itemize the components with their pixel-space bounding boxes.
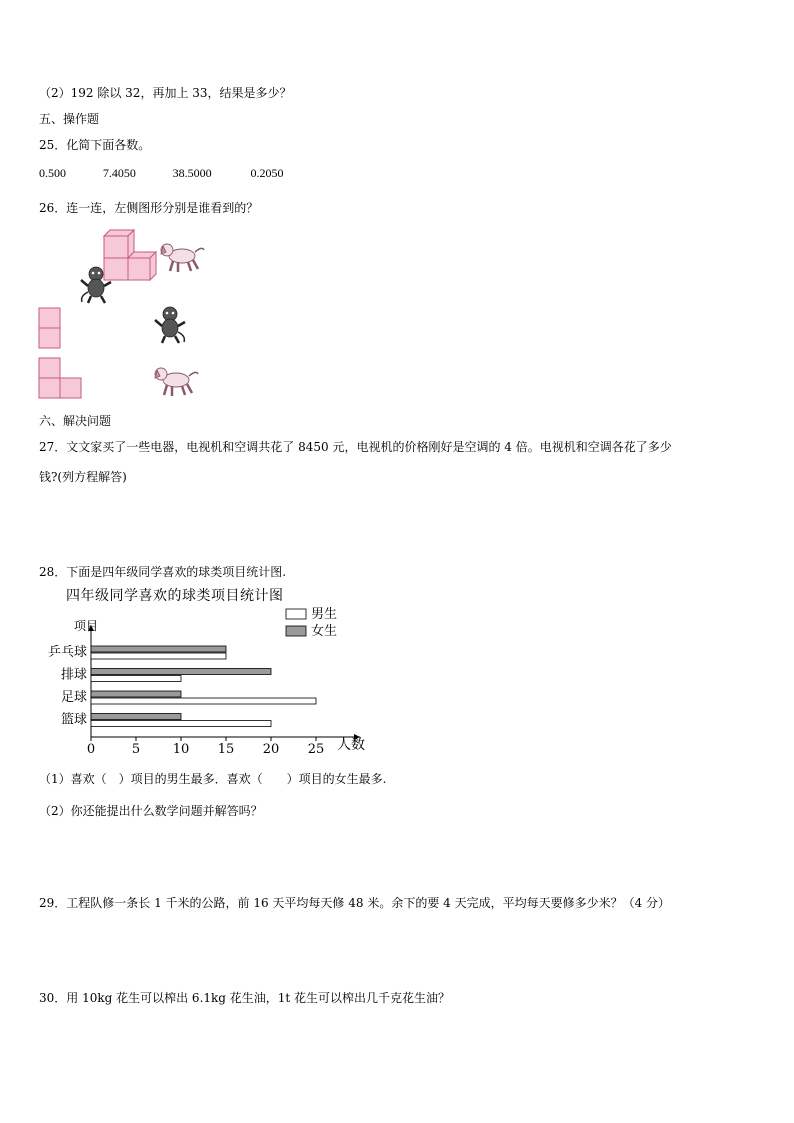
bar-boys [91, 653, 226, 659]
x-tick-label: 10 [172, 742, 190, 757]
view-two-stacked-squares [38, 307, 62, 351]
bar-boys [91, 721, 271, 727]
bar-girls [91, 646, 226, 652]
bar-boys [91, 698, 316, 704]
monkey-icon [152, 306, 188, 344]
section-heading-operations: 五、操作题 [39, 112, 100, 126]
y-axis-label: 项目 [74, 619, 99, 633]
legend-label-girls: 女生 [311, 624, 338, 639]
bar-boys [91, 676, 181, 682]
question-28-part1: （1）喜欢（ ）项目的男生最多．喜欢（ ）项目的女生最多. [39, 772, 387, 786]
x-tick-label: 15 [217, 742, 235, 757]
number-item: 38.5000 [172, 166, 212, 180]
x-tick-label: 25 [307, 742, 325, 757]
question-25-numbers [39, 166, 310, 181]
number-item: 0.2050 [250, 166, 284, 180]
question-27-line1: 27．文文家买了一些电器，电视机和空调共花了 8450 元，电视机的价格刚好是空调的 4 倍。电视机和空调各花了多少 [39, 440, 672, 454]
question-28-part2: （2）你还能提出什么数学问题并解答吗？ [39, 804, 263, 818]
section-heading-problem-solving: 六、解决问题 [39, 414, 112, 428]
category-label: 排球 [60, 667, 87, 683]
category-label: 足球 [60, 690, 87, 705]
bar-girls [91, 691, 181, 697]
category-label: 乒乓球 [47, 645, 87, 660]
legend-label-boys: 男生 [311, 607, 338, 622]
chart-title: 四年级同学喜欢的球类项目统计图 [66, 588, 284, 604]
dog-icon [152, 364, 200, 398]
question-29: 29．工程队修一条长 1 千米的公路，前 16 天平均每天修 48 米。余下的要 4 天完成，平均每天要修多少米？（4 分） [39, 896, 671, 910]
bar-girls [91, 714, 181, 720]
x-axis-label: 人数 [337, 737, 365, 753]
view-l-shape-squares [38, 357, 84, 401]
x-tick-label: 20 [262, 742, 280, 757]
bar-chart [30, 600, 380, 760]
monkey-icon [78, 266, 114, 304]
question-30: 30．用 10kg 花生可以榨出 6.1kg 花生油，1t 花生可以榨出几千克花生油？ [39, 991, 451, 1005]
dog-icon [158, 240, 206, 274]
question-25: 25．化简下面各数。 [39, 138, 151, 152]
number-item: 0.500 [39, 166, 66, 180]
question-28: 28．下面是四年级同学喜欢的球类项目统计图. [39, 565, 287, 579]
category-label: 篮球 [60, 712, 87, 728]
number-item: 7.4050 [102, 166, 136, 180]
question-27-line2: 钱?(列方程解答) [39, 470, 127, 484]
bar-girls [91, 669, 271, 675]
question-24-part2: （2）192 除以 32，再加上 33，结果是多少？ [39, 86, 292, 100]
legend-swatch-boys [286, 609, 306, 619]
question-26: 26．连一连，左侧图形分别是谁看到的？ [39, 201, 259, 215]
x-tick-label: 0 [86, 742, 96, 757]
legend-swatch-girls [286, 626, 306, 636]
x-tick-label: 5 [131, 742, 141, 757]
